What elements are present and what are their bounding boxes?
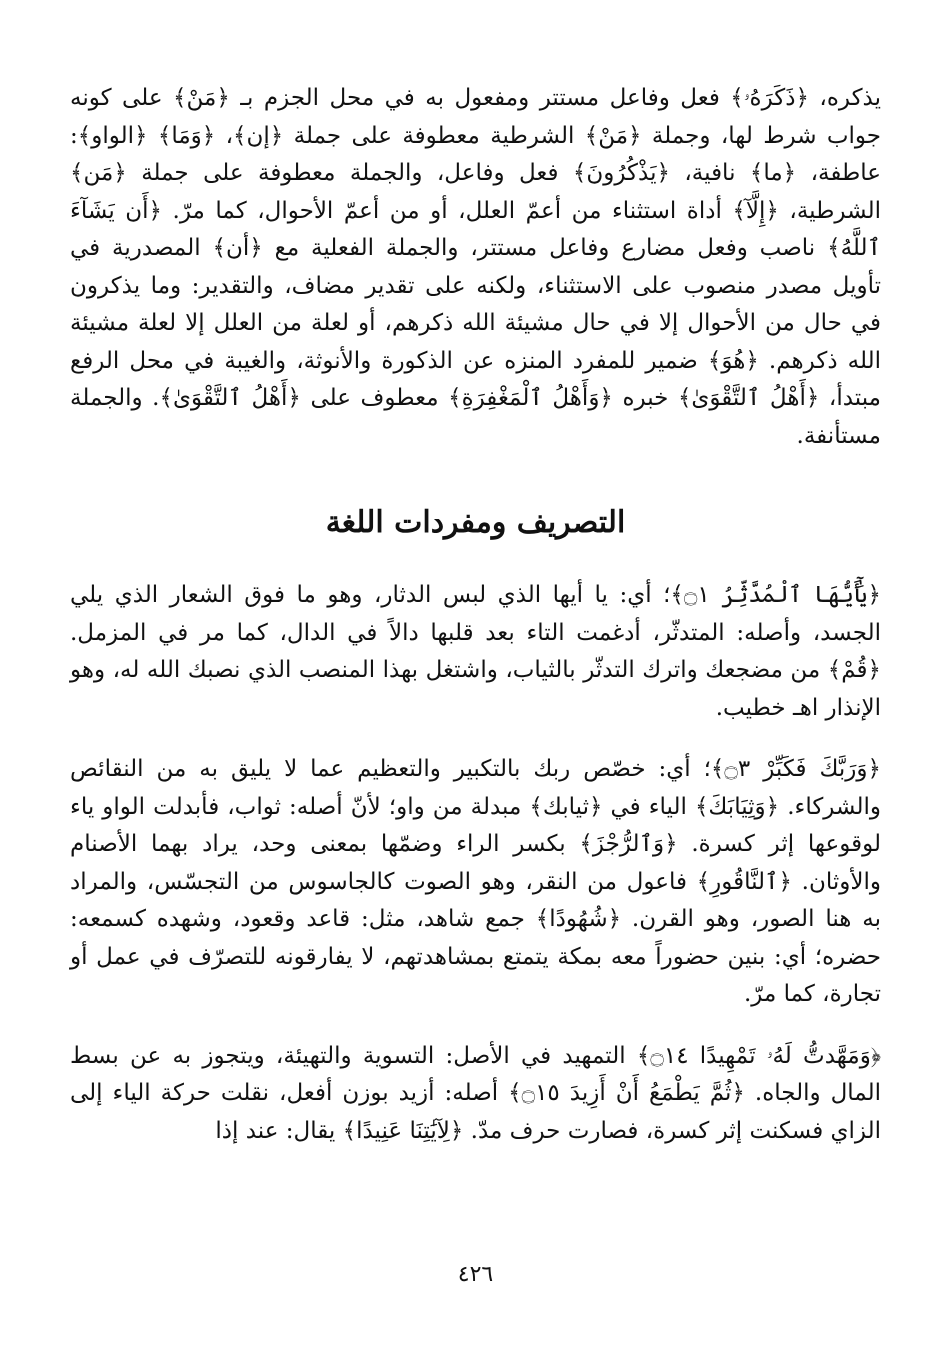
- section-heading: التصريف ومفردات اللغة: [325, 505, 626, 540]
- commentary-paragraph: يذكره، ﴿ذَكَرَهُۥ﴾ فعل وفاعل مستتر ومفعول به في محل الجزم بـ ﴿مَنْ﴾ على كونه جواب شرط لها، وجملة ﴿مَنْ﴾ الشرطية معطوفة على جملة ﴿إن﴾، ﴿وَمَا﴾ ﴿الواو﴾: عاطفة، ﴿ما﴾ نافية، ﴿يَذْكُرُونَ﴾ فعل وفاعل، والجملة معطوفة على جملة ﴿مَن﴾ الشرطية، ﴿إِلَّآ﴾ أداة استثناء من أعمّ العلل، أو من أعمّ الأحوال، كما مرّ. ﴿أَن يَشَآءَ ٱللَّهُ﴾ ناصب وفعل مضارع وفاعل مستتر، والجملة الفعلية مع ﴿أن﴾ المصدرية في تأويل مصدر منصوب على الاستثناء، ولكنه على تقدير مضاف، والتقدير: وما يذكرون في حال من الأحوال إلا في حال مشيئة الله ذكرهم، أو لعلة من العلل إلا لعلة مشيئة الله ذكرهم. ﴿هُوَ﴾ ضمير للمفرد المنزه عن الذكورة والأنوثة، والغيبة في محل الرفع مبتدأ، ﴿أَهْلُ ٱلتَّقْوَىٰ﴾ خبره ﴿وَأَهْلُ ٱلْمَغْفِرَةِ﴾ معطوف على ﴿أَهْلُ ٱلتَّقْوَىٰ﴾. والجملة مستأنفة.: [70, 85, 881, 449]
- page-number: ٤٢٦: [457, 1262, 494, 1287]
- morphology-paragraph: ﴿يَٰٓأَيُّهَا ٱلْمُدَّثِّرُ ۝١﴾؛ أي: يا أيها الذي لبس الدثار، وهو ما فوق الشعار الذي يلي الجسد، وأصله: المتدثّر، أدغمت التاء بعد قلبها دالاً في الدال، كما مر في المزمل. ﴿قُمْ﴾ من مضجعك واترك التدثّر بالثياب، واشتغل بهذا المنصب الذي نصبك الله له، وهو الإنذار اهـ خطيب.: [70, 582, 881, 721]
- morphology-paragraph: ﴿وَمَهَّدتُّ لَهُۥ تَمْهِيدًا ۝١٤﴾ التمهيد في الأصل: التسوية والتهيئة، ويتجوز به عن بسط المال والجاه. ﴿ثُمَّ يَطْمَعُ أَنْ أَزِيدَ ۝١٥﴾ أصله: أزيد بوزن أفعل، نقلت حركة الياء إلى الزاي فسكنت إثر كسرة، فصارت حرف مدّ. ﴿لِآيَٰتِنَا عَنِيدًا﴾ يقال: عند إذا: [70, 1042, 881, 1144]
- morphology-paragraph: ﴿وَرَبَّكَ فَكَبِّرْ ۝٣﴾؛ أي: خصّص ربك بالتكبير والتعظيم عما لا يليق به من النقائص والشركاء. ﴿وَثِيَابَكَ﴾ الياء في ﴿ثيابك﴾ مبدلة من واو؛ لأنّ أصله: ثواب، فأبدلت الواو ياء لوقوعها إثر كسرة. ﴿وَٱلرُّجْزَ﴾ بكسر الراء وضمّها بمعنى وحد، يراد بهما الأصنام والأوثان. ﴿ٱلنَّاقُورِ﴾ فاعول من النقر، وهو الصوت كالجاسوس من التجسّس، والمراد به هنا الصور، وهو القرن. ﴿شُهُودًا﴾ جمع شاهد، مثل: قاعد وقعود، وشهده كسمعه: حضره؛ أي: بنين حضوراً معه بمكة يتمتع بمشاهدتهم، لا يفارقونه للتصرّف في عمل أو تجارة، كما مرّ.: [70, 756, 881, 1007]
